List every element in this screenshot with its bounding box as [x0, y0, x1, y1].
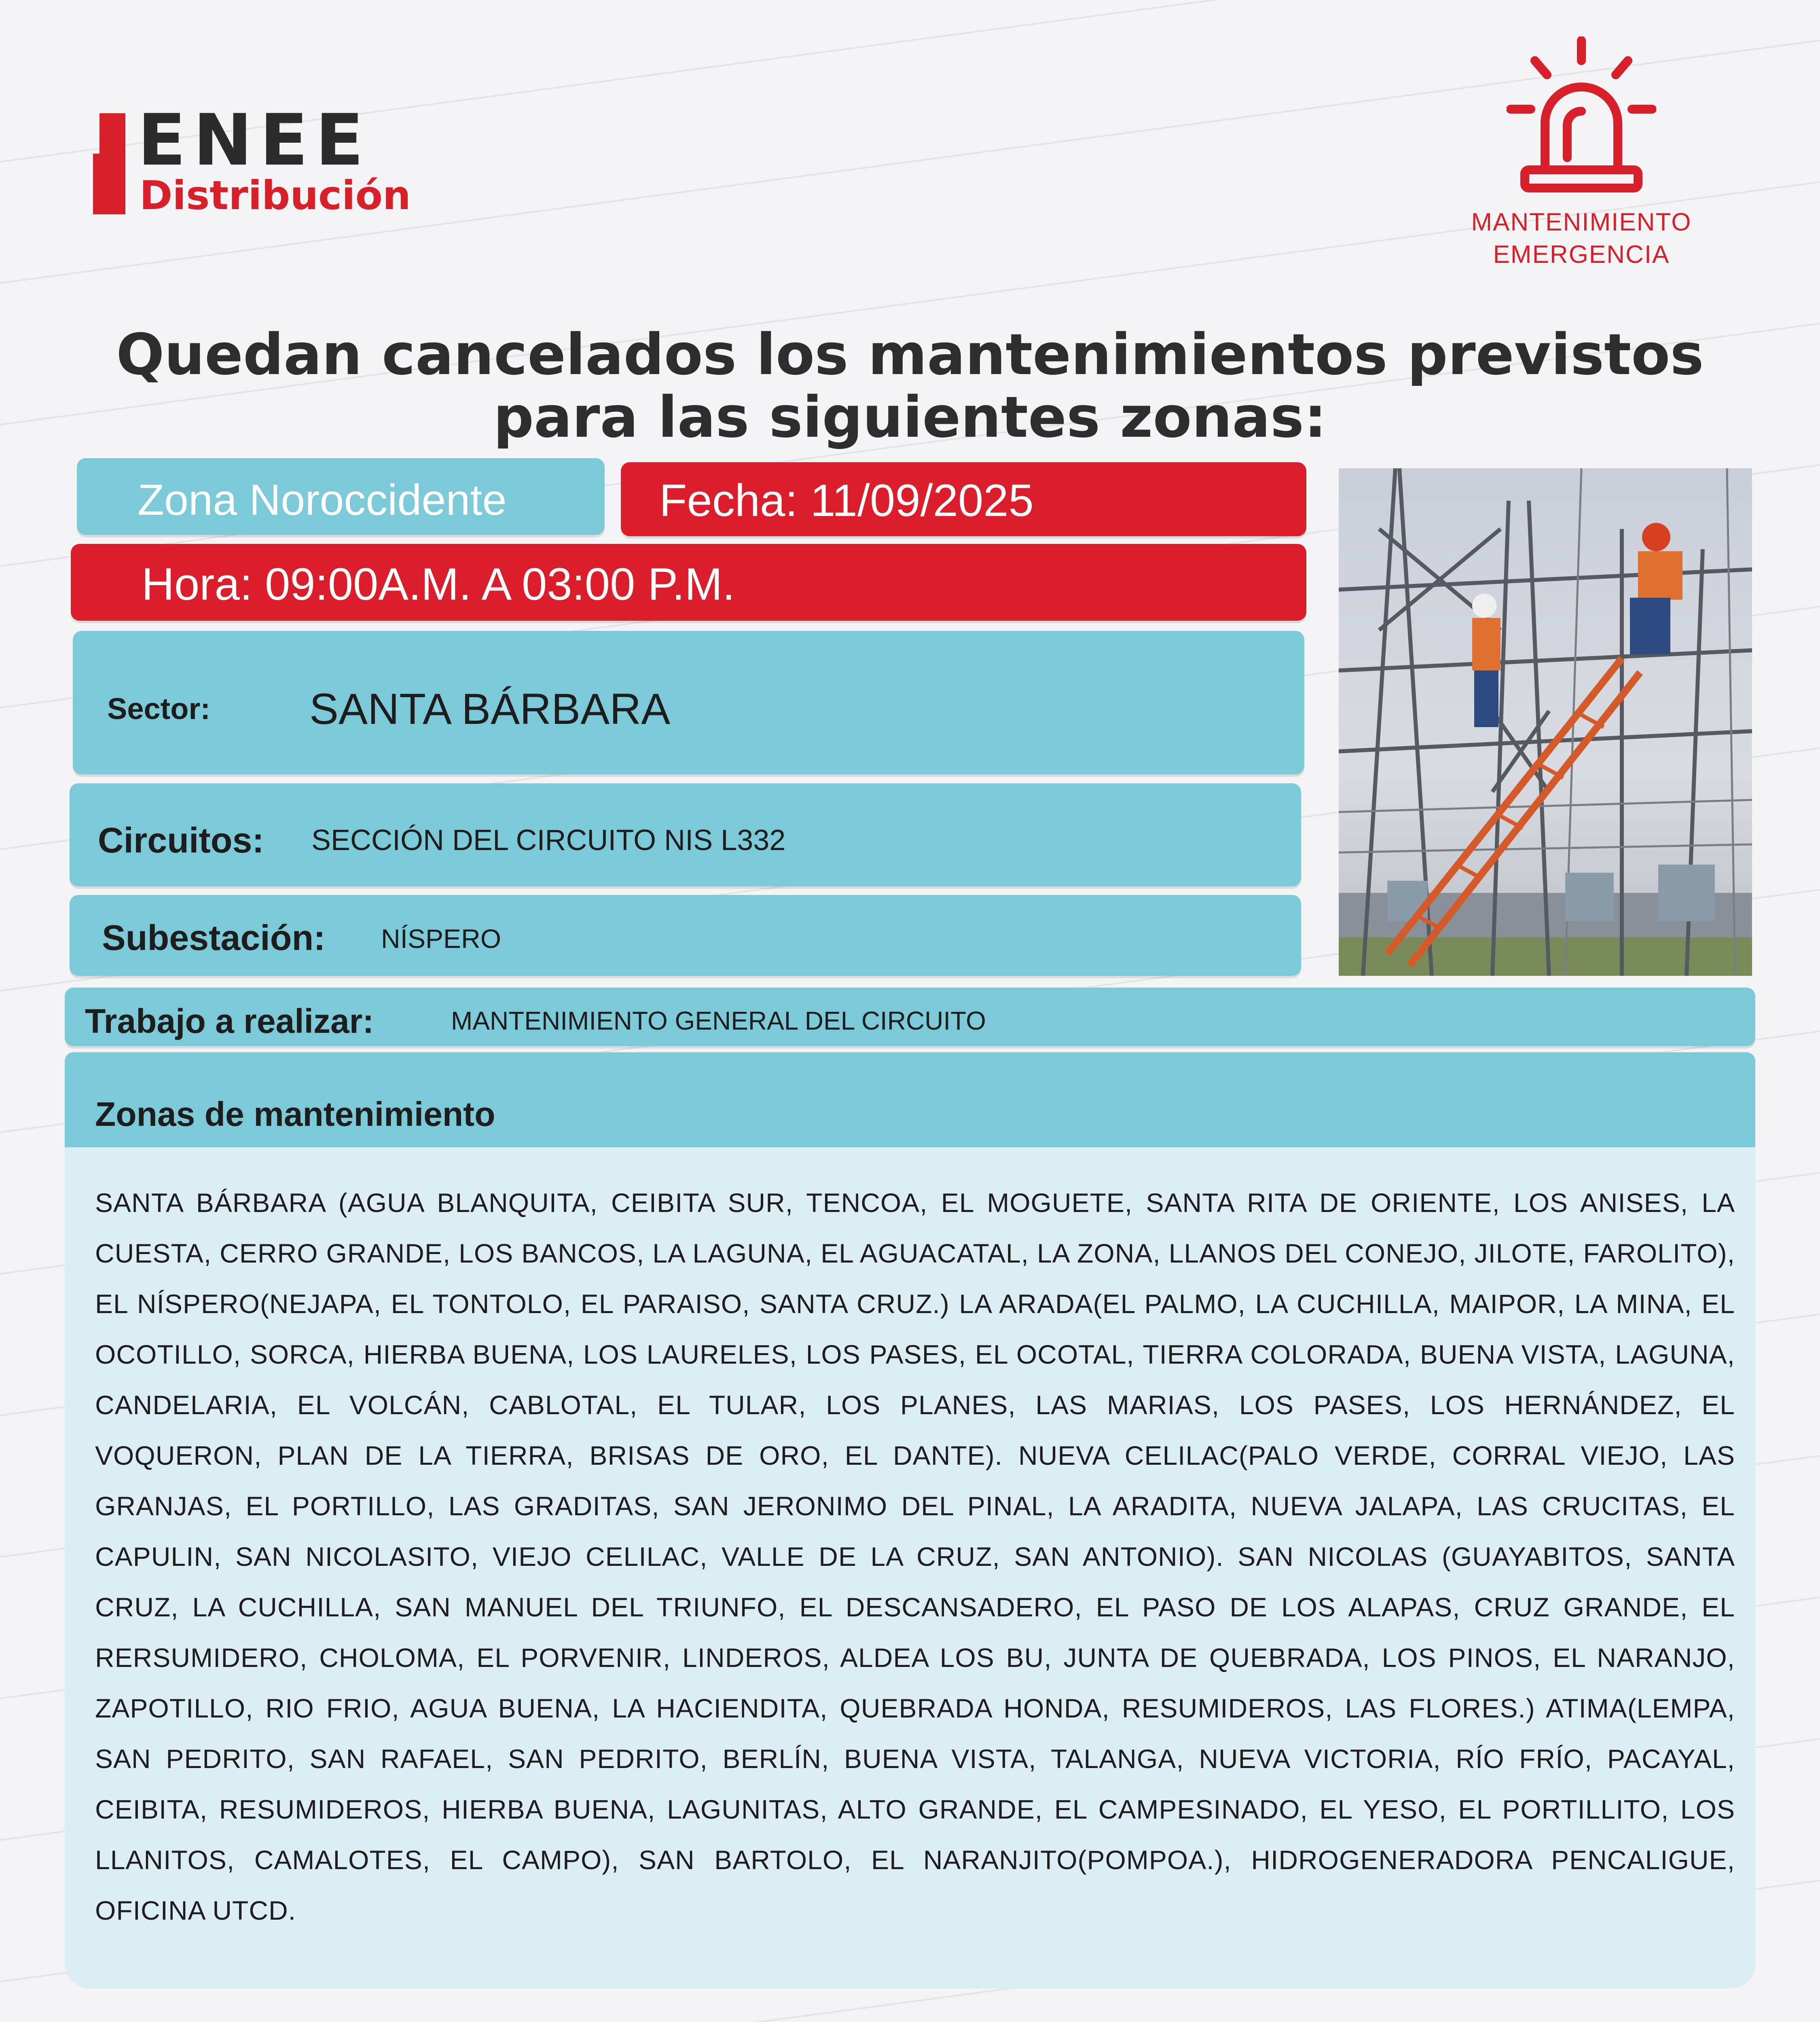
- zones-text: SANTA BÁRBARA (AGUA BLANQUITA, CEIBITA SUR, TENCOA, EL MOGUETE, SANTA RITA DE ORIENTE, LOS ANISES, LA CUESTA, CERRO GRANDE, LOS BANCOS, LA LAGUNA, EL AGUACATAL, LA ZONA, LLANOS DEL CONEJO, JILOTE, FAROLITO), EL NÍSPERO(NEJAPA, EL TONTOLO, EL PARAISO, SANTA CRUZ.) LA ARADA(EL PALMO, LA CUCHILLA, MAIPOR, LA MINA, EL OCOTILLO, SORCA, HIERBA BUENA, LOS LAURELES, LOS PASES, EL OCOTAL, TIERRA COLORADA, BUENA VISTA, LAGUNA, CANDELARIA, EL VOLCÁN, CABLOTAL, EL TULAR, LOS PLANES, LAS MARIAS, LOS PASES, LOS HERNÁNDEZ, EL VOQUERON, PLAN DE LA TIERRA, BRISAS DE ORO, EL DANTE). NUEVA CELILAC(PALO VERDE, CORRAL VIEJO, LAS GRANJAS, EL PORTILLO, LAS GRADITAS, SAN JERONIMO DEL PINAL, LA ARADITA, NUEVA JALAPA, LAS CRUCITAS, EL CAPULIN, SAN NICOLASITO, VIEJO CELILAC, VALLE DE LA CRUZ, SAN ANTONIO). SAN NICOLAS (GUAYABITOS, SANTA CRUZ, LA CUCHILLA, SAN MANUEL DEL TRIUNFO, EL DESCANSADERO, EL PASO DE LOS ALAPAS, CRUZ GRANDE, EL RERSUMIDERO, CHOLOMA, EL PORVENIR, LINDEROS, ALDEA LOS BU, JUNTA DE QUEBRADA, LOS PINOS, EL NARANJO, ZAPOTILLO, RIO FRIO, AGUA BUENA, LA HACIENDITA, QUEBRADA HONDA, RESUMIDEROS, LAS FLORES.) ATIMA(LEMPA, SAN PEDRITO, SAN RAFAEL, SAN PEDRITO, BERLÍN, BUENA VISTA, TALANGA, NUEVA VICTORIA, RÍO FRÍO, PACAYAL, CEIBITA, RESUMIDEROS, HIERBA BUENA, LAGUNITAS, ALTO GRANDE, EL CAMPESINADO, EL YESO, EL PORTILLITO, LOS LLANITOS, CAMALOTES, EL CAMPO), SAN BARTOLO, EL NARANJITO(POMPOA.), HIDROGENERADORA PENCALIGUE, OFICINA UTCD.: [95, 1188, 1735, 1925]
- badge-line-1: MANTENIMIENTO: [1471, 208, 1692, 236]
- circuits-value: SECCIÓN DEL CIRCUITO NIS L332: [311, 824, 786, 857]
- sector-panel: [73, 631, 1304, 774]
- zones-label: Zonas de mantenimiento: [95, 1095, 495, 1133]
- zone-pill: [77, 458, 605, 535]
- headline-line-1: Quedan cancelados los mantenimientos previstos: [116, 322, 1704, 388]
- time-pill: [71, 544, 1306, 621]
- circuits-label: Circuitos:: [98, 820, 264, 860]
- circuits-panel: [70, 783, 1301, 886]
- logo-division: Distribución: [140, 173, 411, 219]
- substation-panel: [70, 895, 1301, 976]
- lineman-photo: [1339, 468, 1752, 976]
- headline: [81, 324, 1739, 449]
- logo-wordmark: ENEE: [138, 99, 371, 182]
- date-label: Fecha: 11/09/2025: [659, 475, 1034, 526]
- badge-line-2: EMERGENCIA: [1493, 241, 1670, 269]
- sector-label: Sector:: [107, 692, 210, 725]
- work-panel: [65, 988, 1755, 1046]
- work-value: MANTENIMIENTO GENERAL DEL CIRCUITO: [451, 1006, 986, 1035]
- zones-header: [65, 1052, 1755, 1147]
- siren-icon: [1507, 36, 1656, 194]
- zones-body: [65, 1147, 1755, 1988]
- logo-mark: [93, 113, 125, 214]
- sector-value: SANTA BÁRBARA: [309, 684, 671, 733]
- substation-value: NÍSPERO: [381, 924, 502, 954]
- emergency-badge: [1440, 36, 1723, 279]
- time-label: Hora: 09:00A.M. A 03:00 P.M.: [142, 559, 735, 609]
- zone-label: Zona Noroccidente: [138, 475, 507, 524]
- headline-line-2: para las siguientes zonas:: [493, 385, 1327, 451]
- enee-logo: [93, 99, 457, 226]
- substation-label: Subestación:: [102, 918, 326, 958]
- work-label: Trabajo a realizar:: [85, 1002, 374, 1040]
- date-pill: [621, 462, 1306, 536]
